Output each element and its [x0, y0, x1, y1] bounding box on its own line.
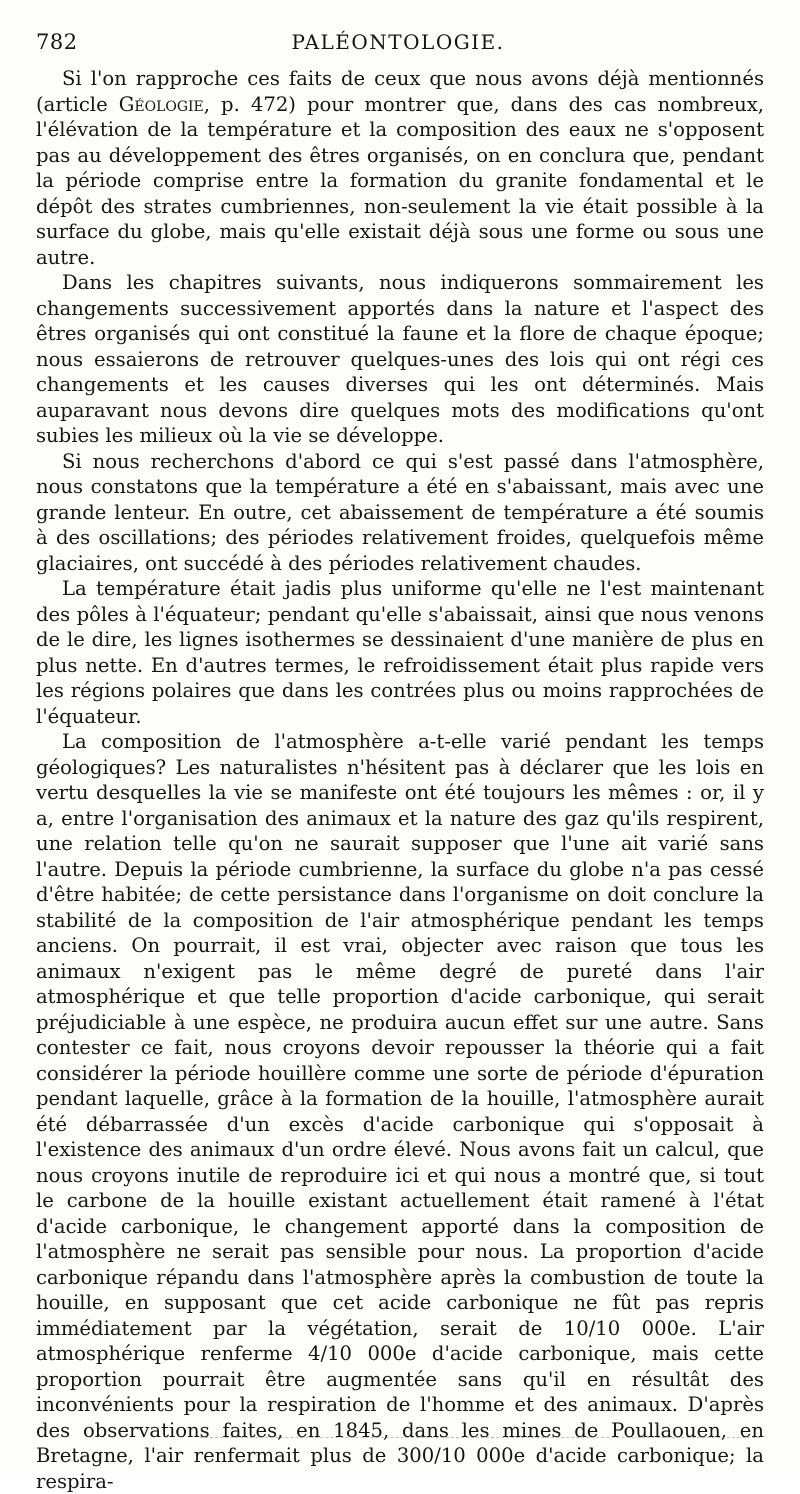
paragraph-3: Si nous recherchons d'abord ce qui s'est passé dans l'atmosphère, nous constatons que la température a été en s'abaissant, mais avec une grande lenteur. En outre, cet abaissement de température a été soumis à des oscillations; des périodes relativement froides, quelquefois même glaciaires, ont succédé à des périodes relativement chaudes. [36, 449, 764, 575]
page-header-title: PALÉONTOLOGIE. [291, 30, 505, 54]
paragraph-1-start: Si l'on rapproche ces faits de ceux que nous avons déjà mentionnés (article [36, 67, 764, 116]
paragraph-1-rest: , p. 472) pour montrer que, dans des cas nombreux, l'élévation de la température et la composition des eaux ne s'opposent pas au développement des êtres organisés, on en conclura que, pendant la période comprise entre la formation du granite fondamental et le dépôt des strates cumbriennes, non-seulement la vie était possible à la surface du globe, mais qu'elle existait déjà sous une forme ou sous une autre. [36, 92, 764, 269]
paragraph-2: Dans les chapitres suivants, nous indiquerons sommairement les changements successivement apportés dans la nature et l'aspect des êtres organisés qui ont constitué la faune et la flore de chaque époque; nous essaierons de retrouver quelques-unes des lois qui ont régi ces changements et les causes diverses qui les ont déterminés. Mais auparavant nous devons dire quelques mots des modifications qu'ont subies les milieux où la vie se développe. [36, 271, 764, 447]
footer-printer-marks [200, 1437, 760, 1442]
paragraph-5: La composition de l'atmosphère a-t-elle varié pendant les temps géologiques? Les naturalistes n'hésitent pas à déclarer que les lois en vertu desquelles la vie se manifeste ont été toujours les mêmes : or, il y a, entre l'organisation des animaux et la nature des gaz qu'ils respirent, une relation telle qu'on ne saurait supposer que l'une ait varié sans l'autre. Depuis la période cumbrienne, la surface du globe n'a pas cessé d'être habitée; de cette persistance dans l'organisme on doit conclure la stabilité de la composition de l'air atmosphérique pendant les temps anciens. On pourrait, il est vrai, objecter avec raison que tous les animaux n'exigent pas le même degré de pureté dans l'air atmosphérique et que telle proportion d'acide carbonique, qui serait préjudiciable à une espèce, ne produira aucun effet sur une autre. Sans contester ce fait, nous croyons devoir repousser la théorie qui a fait considérer la période houillère comme une sorte de période d'épuration pendant laquelle, grâce à la formation de la houille, l'atmosphère aurait été débarrassée d'un excès d'acide carbonique qui s'opposait à l'existence des animaux d'un ordre élevé. Nous avons fait un calcul, que nous croyons inutile de reproduire ici et qui nous a montré que, si tout le carbone de la houille existant actuellement était ramené à l'état d'acide carbonique, le changement apporté dans la composition de l'atmosphère ne serait pas sensible pour nous. La proportion d'acide carbonique répandu dans l'atmosphère après la combustion de toute la houille, en supposant que cet acide carbonique ne fût pas repris immédiatement par la végétation, serait de 10/10 000e. L'air atmosphérique renferme 4/10 000e d'acide carbonique, mais cette proportion pourrait être augmentée sans qu'il en résultât des inconvénients pour la respiration de l'homme et des animaux. D'après des observations faites, en 1845, dans les mines de Poullaouen, en Bretagne, l'air renfermait plus de 300/10 000e d'acide carbonique; la respira- [36, 730, 764, 1493]
article-reference: Géologie [118, 92, 204, 116]
paragraph-4: La température était jadis plus uniforme qu'elle ne l'est maintenant des pôles à l'équateur; pendant qu'elle s'abaissait, ainsi que nous venons de le dire, les lignes isothermes se dessinaient d'une manière de plus en plus nette. En d'autres termes, le refroidissement était plus rapide vers les régions polaires que dans les contrées plus ou moins rapprochées de l'équateur. [36, 577, 764, 728]
paragraph-1 [36, 66, 764, 270]
body-text [36, 66, 764, 1494]
page-number: 782 [36, 30, 78, 54]
running-head [36, 30, 760, 60]
